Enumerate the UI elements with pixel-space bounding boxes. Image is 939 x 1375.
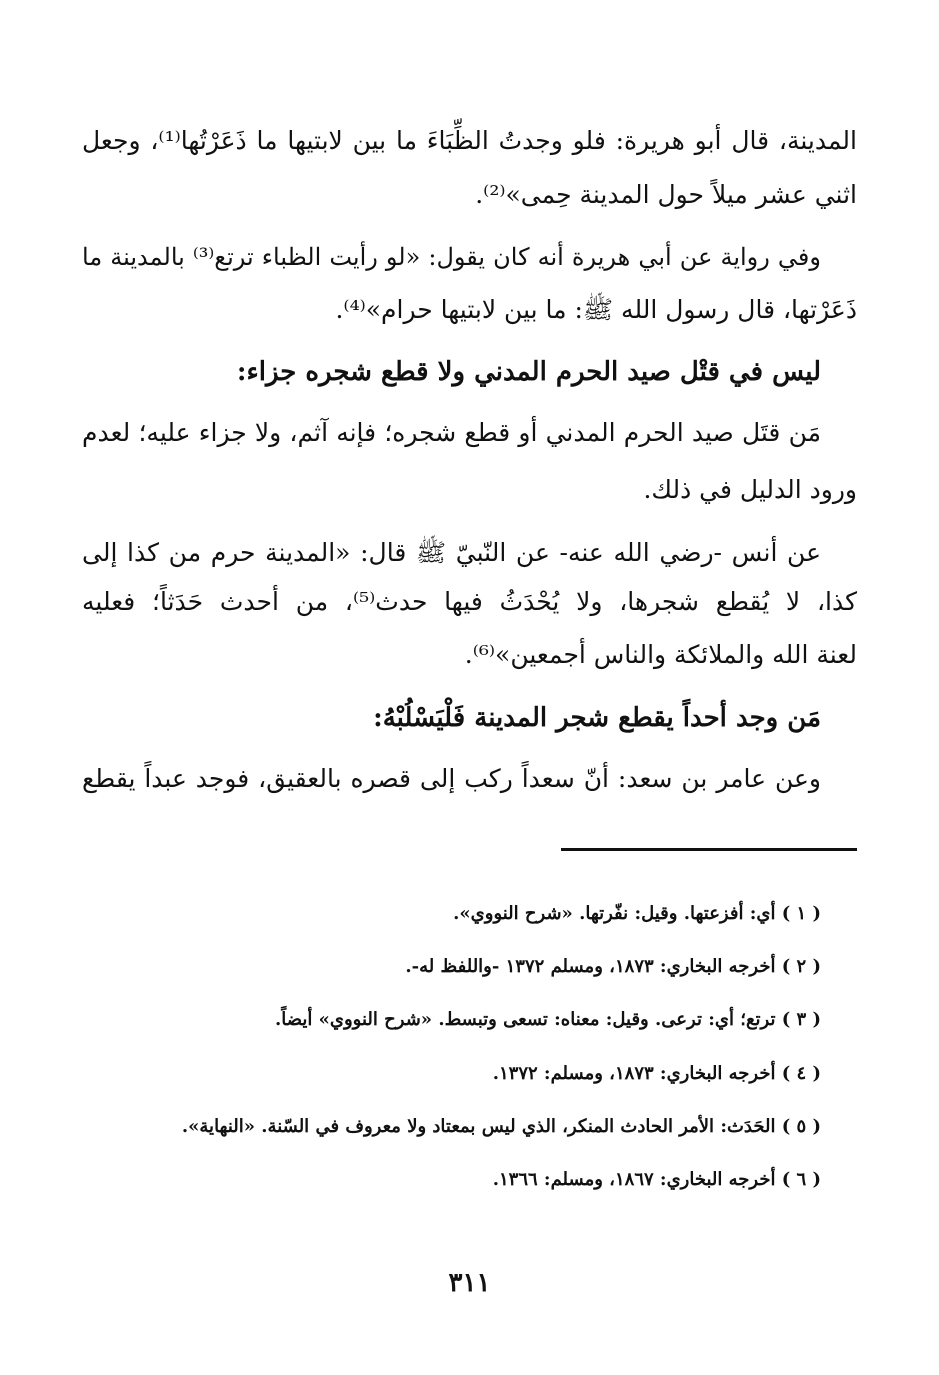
- footnote-3: ( ٣ ) ترتع؛ أي: ترعى. وقيل: معناه: تسعى وتبسط. «شرح النووي» أيضاً.: [275, 1009, 821, 1030]
- footnote-1: ( ١ ) أي: أفزعتها. وقيل: نفّرتها. «شرح النووي».: [453, 903, 821, 924]
- paragraph-2-line-2: ذَعَرْتها، قال رسول الله ﷺ: ما بين لابتيها حرام»⁽⁴⁾.: [335, 295, 857, 324]
- paragraph-2-line-1: وفي رواية عن أبي هريرة أنه كان يقول: «لو رأيت الظباء ترتع⁽³⁾ بالمدينة ما: [82, 243, 821, 271]
- footnote-6: ( ٦ ) أخرجه البخاري: ١٨٦٧، ومسلم: ١٣٦٦.: [492, 1169, 821, 1190]
- paragraph-1-line-1: المدينة، قال أبو هريرة: فلو وجدتُ الظِّبَاءَ ما بين لابتيها ما ذَعَرْتُها⁽¹⁾، وجعل: [82, 126, 857, 155]
- paragraph-1-line-2: اثني عشر ميلاً حول المدينة حِمى»⁽²⁾.: [475, 180, 857, 209]
- footnote-separator: [561, 848, 857, 851]
- paragraph-4-line-1: عن أنس -رضي الله عنه- عن النّبيّ ﷺ قال: «المدينة حرم من كذا إلى: [82, 538, 821, 567]
- footnote-4: ( ٤ ) أخرجه البخاري: ١٨٧٣، ومسلم: ١٣٧٢.: [492, 1063, 821, 1084]
- paragraph-4-line-2: كذا، لا يُقطع شجرها، ولا يُحْدَثُ فيها حدث⁽⁵⁾، من أحدث حَدَثاً؛ فعليه: [82, 587, 858, 616]
- page-number: ٣١١: [448, 1268, 491, 1298]
- paragraph-5-line-1: وعن عامر بن سعد: أنّ سعداً ركب إلى قصره بالعقيق، فوجد عبداً يقطع: [82, 764, 821, 793]
- footnote-2: ( ٢ ) أخرجه البخاري: ١٨٧٣، ومسلم ١٣٧٢ -واللفظ له-.: [405, 956, 821, 977]
- paragraph-3-line-1: مَن قتَل صيد الحرم المدني أو قطع شجره؛ فإنه آثم، ولا جزاء عليه؛ لعدم: [82, 418, 821, 447]
- section-heading-2: مَن وجد أحداً يقطع شجر المدينة فَلْيَسْلُبْهُ:: [373, 703, 821, 733]
- paragraph-3-line-2: ورود الدليل في ذلك.: [643, 475, 857, 504]
- paragraph-4-line-3: لعنة الله والملائكة والناس أجمعين»⁽⁶⁾.: [464, 640, 857, 669]
- section-heading-1: ليس في قتْل صيد الحرم المدني ولا قطع شجره جزاء:: [236, 357, 821, 387]
- footnote-5: ( ٥ ) الحَدَث: الأمر الحادث المنكر، الذي ليس بمعتاد ولا معروف في السّنة. «النهاية».: [181, 1116, 821, 1137]
